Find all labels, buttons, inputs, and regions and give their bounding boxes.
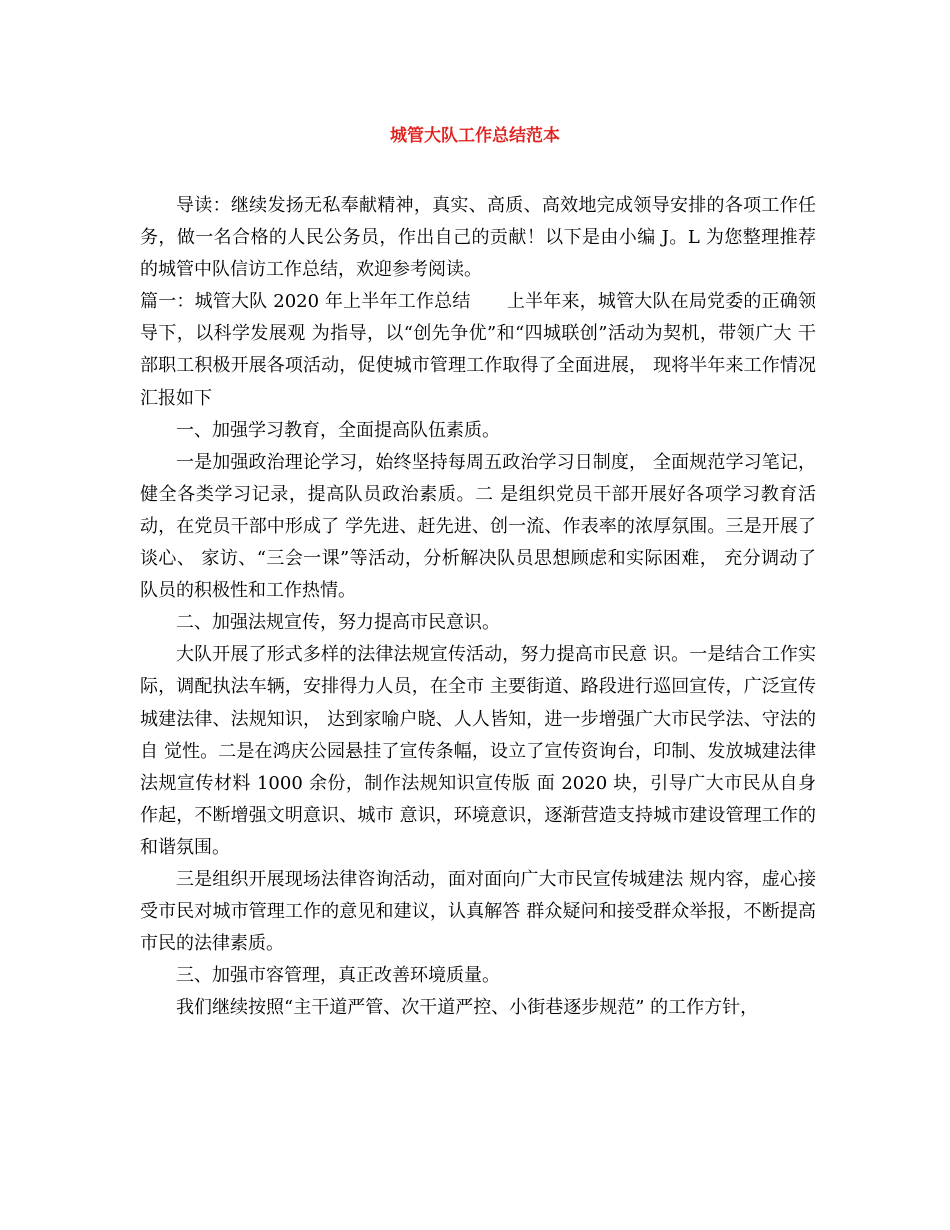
section-heading-1: 一、加强学习教育，全面提高队伍素质。 <box>176 419 500 441</box>
section-heading-3: 三、加强市容管理，真正改善环境质量。 <box>176 965 500 987</box>
body-paragraph: 我们继续按照“主干道严管、次干道严控、小街巷逐步规范” 的工作方针， <box>176 997 759 1019</box>
body-paragraph: 一是加强政治理论学习，始终坚持每周五政治学习日制度， 全面规范学习笔记，健全各类学习记录，提高队员政治素质。二 是组织党员干部开展好各项学习教育活动，在党员干部中形成了 学先进、赶先进、创一流、作表率的浓厚氛围。三是开展了谈心、 家访、“三会一课”等活动，分析解决队员思想顾虑和实际困难， 充分调动了队员的积极性和工作热情。 <box>140 451 816 602</box>
chapter-one-paragraph: 篇一：城管大队 2020 年上半年工作总结 上半年来，城管大队在局党委的正确领导下，以科学发展观 为指导，以“创先争优”和“四城联创”活动为契机，带领广大 干部职工积极开展各项活动，促使城市管理工作取得了全面进展， 现将半年来工作情况汇报如下 <box>140 291 816 409</box>
body-paragraph: 三是组织开展现场法律咨询活动，面对面向广大市民宣传城建法 规内容，虚心接受市民对城市管理工作的意见和建议，认真解答 群众疑问和接受群众举报，不断提高市民的法律素质。 <box>140 868 816 955</box>
section-heading-2: 二、加强法规宣传，努力提高市民意识。 <box>176 612 500 634</box>
body-paragraph: 大队开展了形式多样的法律法规宣传活动，努力提高市民意 识。一是结合工作实际，调配执法车辆，安排得力人员，在全市 主要街道、路段进行巡回宣传，广泛宣传城建法律、法规知识， 达到家喻户晓、人人皆知，进一步增强广大市民学法、守法的自 觉性。二是在鸿庆公园悬挂了宣传条幅，设立了宣传资询台，印制、发放城建法律法规宣传材料 1000 余份，制作法规知识宣传版 面 2020 块，引导广大市民从自身作起，不断增强文明意识、城市 意识，环境意识，逐渐营造支持城市建设管理工作的和谐氛围。 <box>140 644 816 858</box>
intro-paragraph: 导读：继续发扬无私奉献精神，真实、高质、高效地完成领导安排的各项工作任务，做一名合格的人民公务员，作出自己的贡献！以下是由小编 J。L 为您整理推荐的城管中队信访工作总结，欢迎参考阅读。 <box>140 195 816 281</box>
document-body <box>140 190 816 1024</box>
document-title: 城管大队工作总结范本 <box>390 126 560 146</box>
